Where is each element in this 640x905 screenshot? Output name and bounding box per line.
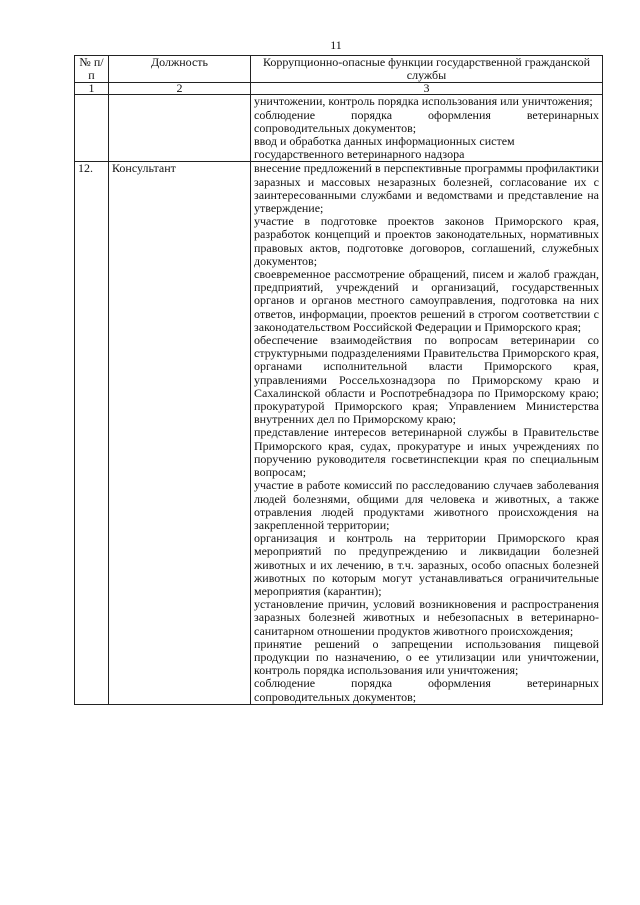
function-item: участие в подготовке проектов законов Приморского края, разработок концепций и проектов законодательных, нормативных правовых актов, подготовке договоров, соглашений, служебных документов; (254, 214, 599, 268)
row-number: 12. (75, 162, 109, 704)
function-item: внесение предложений в перспективные программы профилактики заразных и массовых незаразных болезней, согласование их с заинтересованными службами и ведомствами и представление на утверждение; (254, 161, 599, 216)
column-index-3: 3 (251, 83, 603, 95)
column-index-1: 1 (75, 83, 109, 95)
function-item: ввод и обработка данных информационных систем государственного ветеринарного надзора (254, 134, 515, 162)
function-item: своевременное рассмотрение обращений, писем и жалоб граждан, предприятий, учреждений и организаций, государственных органов и органов местного самоуправления, подготовка на них ответов, информации, проектов решений в строгом соответствии с законодательством Российской Федерации и Приморского края; (254, 267, 599, 334)
function-item: представление интересов ветеринарной службы в Правительстве Приморского края, судах, прокуратуре и иных учреждениях по поручению руководителя госветинспекции края по специальным вопросам; (254, 425, 599, 480)
corruption-functions-table (74, 55, 603, 705)
function-item: организация и контроль на территории Приморского края мероприятий по предупреждению и ликвидации болезней животных и их лечению, в т.ч. заразных, особо опасных болезней животных по которым могут устанавливаться ограничительные мероприятия (карантин); (254, 531, 599, 598)
row-position: Консультант (109, 162, 251, 704)
continued-num-cell (75, 95, 109, 162)
table-row-continued (75, 95, 603, 162)
header-functions: Коррупционно-опасные функции государственной гражданской службы (251, 56, 603, 83)
function-item: соблюдение порядка оформления ветеринарных сопроводительных документов; (254, 107, 599, 135)
column-index-2: 2 (109, 83, 251, 95)
function-item: уничтожении, контроль порядка использования или уничтожения; (254, 94, 593, 109)
table-row-12 (75, 162, 603, 704)
function-item: установление причин, условий возникновения и распространения заразных болезней животных и небезопасных в ветеринарно-санитарном отношении продуктов животного происхождения; (254, 597, 599, 638)
continued-functions-cell (251, 95, 603, 162)
page-number: 11 (330, 38, 342, 52)
function-item: участие в работе комиссий по расследованию случаев заболевания людей болезнями, общими для человека и животных, а также отравления людей продуктами животного происхождения на закрепленной территории; (254, 478, 599, 532)
continued-position-cell (109, 95, 251, 162)
function-item: соблюдение порядка оформления ветеринарных сопроводительных документов; (254, 676, 599, 704)
function-item: принятие решений о запрещении использования пищевой продукции по назначению, о ее утилизации или уничтожении, контроль порядка использования или уничтожения; (254, 636, 599, 678)
header-num: № п/п (75, 56, 109, 83)
header-position: Должность (109, 56, 251, 83)
table-header-row (75, 56, 603, 83)
row-functions-cell (251, 162, 603, 704)
column-index-row (75, 83, 603, 95)
function-item: обеспечение взаимодействия по вопросам ветеринарии со структурными подразделениями Правительства Приморского края, органами исполнительной власти Приморского края, управлениями Россельхознадзора по Приморскому краю и Сахалинской области и Роспотребнадзора по Приморскому краю; прокуратурой Приморского края; Управлением Министерства внутренних дел по Приморскому краю; (254, 333, 599, 427)
